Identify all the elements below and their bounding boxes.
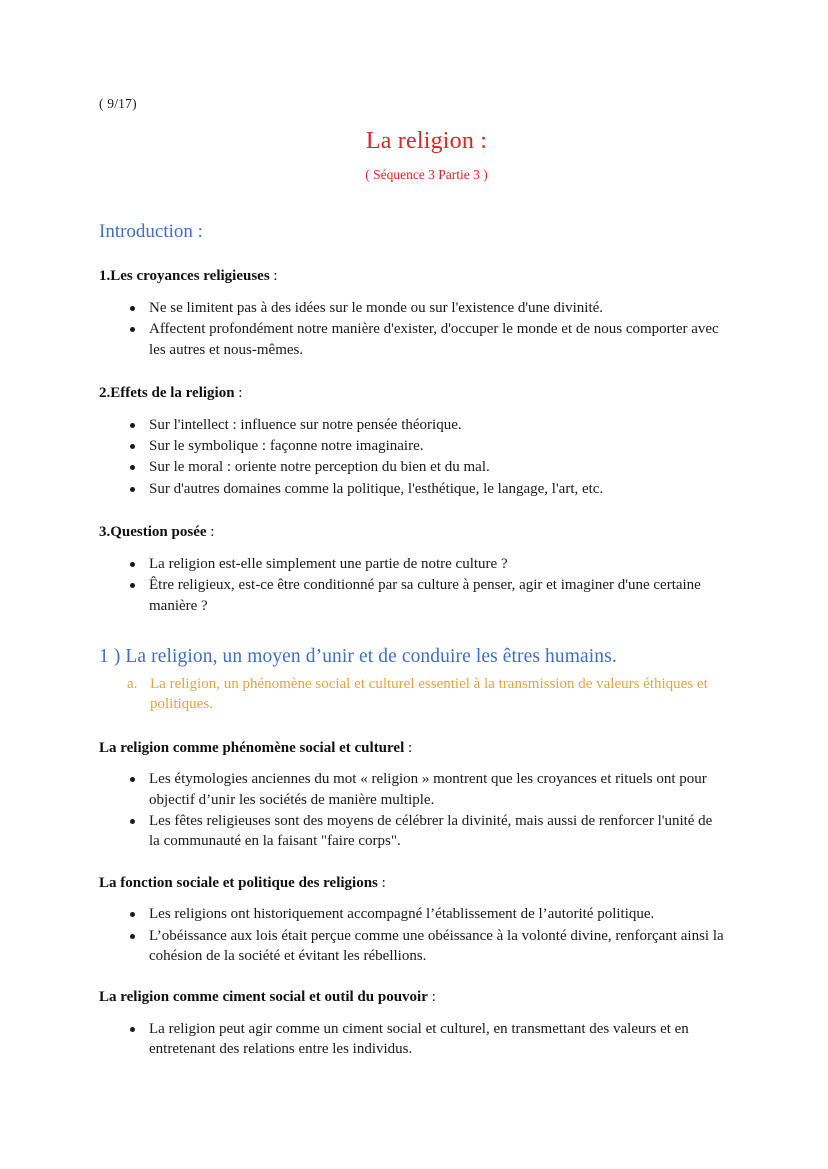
section-one-block-heading-3-text: La religion comme ciment social et outil du pouvoir xyxy=(99,989,428,1006)
section-one-block-colon-1: : xyxy=(404,739,413,756)
intro-block-list-2 xyxy=(99,415,724,500)
document-subtitle: ( Séquence 3 Partie 3 ) xyxy=(365,167,488,183)
section-one-heading: 1 ) La religion, un moyen d’unir et de conduire les êtres humains. xyxy=(99,645,617,667)
list-item: Les fêtes religieuses sont des moyens de célébrer la divinité, mais aussi de renforcer l'unité de la communauté en la faisant "faire corps". xyxy=(99,811,724,852)
section-one-sub-item-text: La religion, un phénomène social et culturel essentiel à la transmission de valeurs éthiques et politiques. xyxy=(150,676,708,713)
intro-block-heading-1 xyxy=(99,267,724,287)
document-title: La religion : xyxy=(365,128,488,155)
list-item: Ne se limitent pas à des idées sur le monde ou sur l'existence d'une divinité. xyxy=(99,298,724,318)
intro-block-colon-3: : xyxy=(206,524,215,541)
section-one-block-heading-1 xyxy=(99,739,724,759)
section-one-block-heading-3 xyxy=(99,988,724,1008)
list-item: Sur d'autres domaines comme la politique, l'esthétique, le langage, l'art, etc. xyxy=(99,479,724,499)
intro-block-list-3 xyxy=(99,554,724,616)
section-one-block-list-3 xyxy=(99,1019,724,1060)
document-content xyxy=(99,96,724,1061)
section-one-block-list-1 xyxy=(99,769,724,852)
list-item: Sur l'intellect : influence sur notre pensée théorique. xyxy=(99,415,724,435)
intro-block-heading-2 xyxy=(99,384,724,404)
page-number: ( 9/17) xyxy=(99,96,137,111)
intro-block-colon-1: : xyxy=(269,268,278,285)
list-item: Sur le symbolique : façonne notre imaginaire. xyxy=(99,436,724,456)
section-one-block-heading-2-text: La fonction sociale et politique des religions xyxy=(99,874,378,891)
intro-block-list-1 xyxy=(99,298,724,360)
section-one-block-heading-1-text: La religion comme phénomène social et culturel xyxy=(99,739,405,756)
section-one-sub-item xyxy=(99,674,724,715)
list-item: La religion est-elle simplement une partie de notre culture ? xyxy=(99,554,724,574)
list-item: Sur le moral : oriente notre perception du bien et du mal. xyxy=(99,457,724,477)
list-item: La religion peut agir comme un ciment social et culturel, en transmettant des valeurs et en entretenant des relations entre les individus. xyxy=(99,1019,724,1060)
list-item: L’obéissance aux lois était perçue comme une obéissance à la volonté divine, renforçant ainsi la cohésion de la société et évitant les rébellions. xyxy=(99,926,724,967)
intro-block-heading-3 xyxy=(99,523,724,543)
intro-block-colon-2: : xyxy=(234,385,243,402)
intro-block-heading-1-text: 1.Les croyances religieuses xyxy=(99,268,270,285)
introduction-heading: Introduction : xyxy=(99,220,203,242)
section-one-sub-item-marker: a. xyxy=(127,676,138,693)
section-one-block-colon-3: : xyxy=(427,989,436,1006)
section-one-block-list-2 xyxy=(99,904,724,966)
title-block xyxy=(99,126,724,184)
list-item: Les religions ont historiquement accompagné l’établissement de l’autorité politique. xyxy=(99,904,724,924)
intro-block-heading-2-text: 2.Effets de la religion xyxy=(99,385,235,402)
list-item: Affectent profondément notre manière d'exister, d'occuper le monde et de nous comporter avec les autres et nous-mêmes. xyxy=(99,319,724,360)
section-one-block-colon-2: : xyxy=(377,874,386,891)
section-one-block-heading-2 xyxy=(99,874,724,894)
list-item: Être religieux, est-ce être conditionné par sa culture à penser, agir et imaginer d'une certaine manière ? xyxy=(99,575,724,616)
list-item: Les étymologies anciennes du mot « religion » montrent que les croyances et rituels ont pour objectif d’unir les sociétés de manière multiple. xyxy=(99,769,724,810)
intro-block-heading-3-text: 3.Question posée xyxy=(99,524,207,541)
